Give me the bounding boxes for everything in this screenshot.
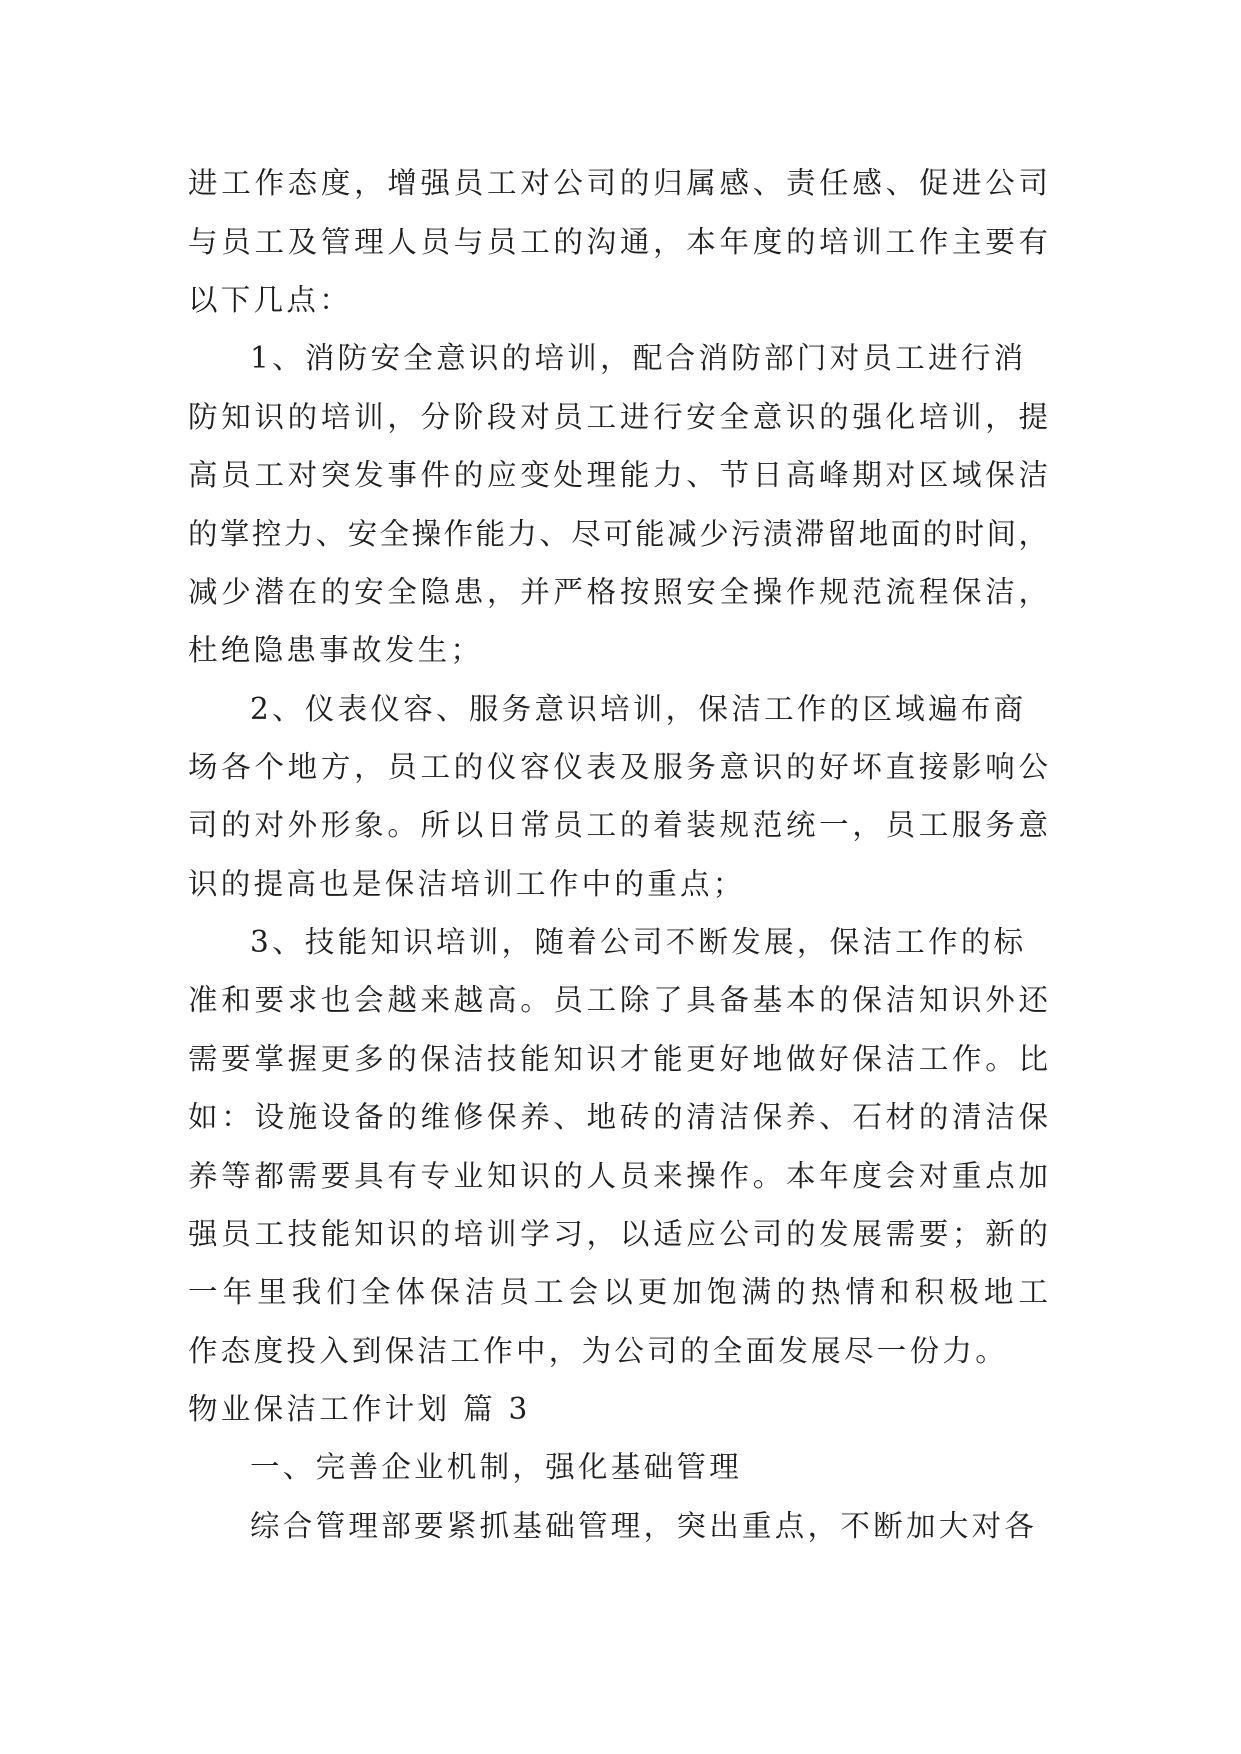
text-line: 司的对外形象。所以日常员工的着装规范统一，员工服务意 (188, 808, 1048, 842)
text-line: 一年里我们全体保洁员工会以更加饱满的热情和积极地工 (188, 1275, 1048, 1309)
text-line: 减少潜在的安全隐患，并严格按照安全操作规范流程保洁， (188, 575, 1048, 609)
text-line: 如：设施设备的维修保养、地砖的清洁保养、石材的清洁保 (188, 1100, 1048, 1134)
section-heading: 物业保洁工作计划 篇 3 (188, 1392, 531, 1426)
paragraph-4-start: 综合管理部要紧抓基础管理，突出重点，不断加大对各 (250, 1509, 1038, 1543)
text-line: 与员工及管理人员与员工的沟通，本年度的培训工作主要有 (188, 225, 1048, 259)
text-line: 场各个地方，员工的仪容仪表及服务意识的好坏直接影响公 (188, 750, 1048, 784)
text-line: 的掌控力、安全操作能力、尽可能减少污渍滞留地面的时间， (188, 517, 1048, 551)
text-line: 强员工技能知识的培训学习，以适应公司的发展需要；新的 (188, 1217, 1048, 1251)
text-line: 以下几点： (188, 283, 353, 317)
text-line: 识的提高也是保洁培训工作中的重点； (188, 867, 746, 901)
text-line: 高员工对突发事件的应变处理能力、节日高峰期对区域保洁 (188, 458, 1048, 492)
text-line: 防知识的培训，分阶段对员工进行安全意识的强化培训，提 (188, 400, 1048, 434)
subsection-heading: 一、完善企业机制，强化基础管理 (250, 1450, 743, 1484)
text-line: 需要掌握更多的保洁技能知识才能更好地做好保洁工作。比 (188, 1042, 1048, 1076)
text-line: 作态度投入到保洁工作中，为公司的全面发展尽一份力。 (188, 1334, 1009, 1368)
paragraph-1-start: 1、消防安全意识的培训，配合消防部门对员工进行消 (250, 341, 1027, 375)
text-line: 养等都需要具有专业知识的人员来操作。本年度会对重点加 (188, 1159, 1048, 1193)
text-line: 杜绝隐患事故发生； (188, 633, 484, 667)
paragraph-2-start: 2、仪表仪容、服务意识培训，保洁工作的区域遍布商 (250, 692, 1027, 726)
text-line: 准和要求也会越来越高。员工除了具备基本的保洁知识外还 (188, 983, 1048, 1017)
text-line: 进工作态度，增强员工对公司的归属感、责任感、促进公司 (188, 166, 1048, 200)
paragraph-3-start: 3、技能知识培训，随着公司不断发展，保洁工作的标 (250, 925, 1027, 959)
